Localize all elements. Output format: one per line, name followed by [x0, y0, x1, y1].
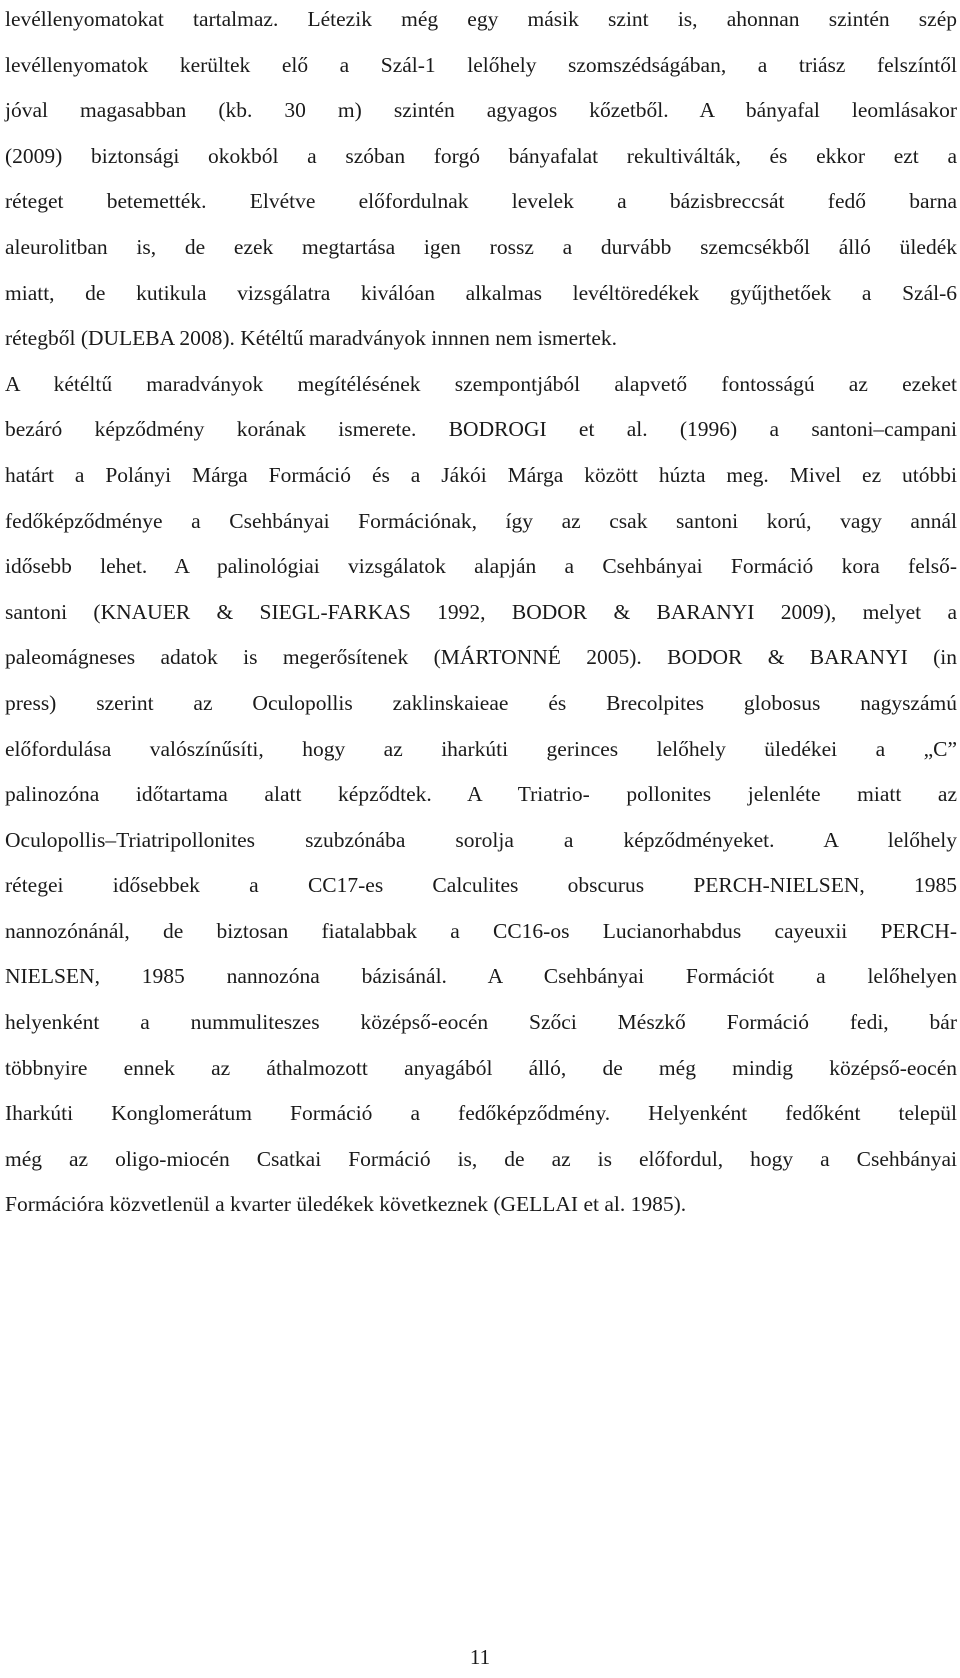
text-line: press) szerint az Oculopollis zaklinskaieae és Brecolpites globosus nagyszámú: [5, 690, 957, 715]
text-line: nannozónánál, de biztosan fiatalabbak a CC16-os Lucianorhabdus cayeuxii PERCH-: [5, 918, 957, 943]
text-line: bezáró képződmény korának ismerete. BODROGI et al. (1996) a santoni–campani: [5, 417, 957, 442]
page-number: 11: [469, 1645, 491, 1669]
text-line: miatt, de kutikula vizsgálatra kiválóan alkalmas levéltöredékek gyűjthetőek a Szál-6: [5, 280, 957, 305]
text-line: NIELSEN, 1985 nannozóna bázisánál. A Csehbányai Formációt a lelőhelyen: [5, 964, 957, 989]
text-line: (2009) biztonsági okokból a szóban forgó bányafalat rekultiválták, és ekkor ezt a: [5, 143, 957, 168]
text-line: jóval magasabban (kb. 30 m) szintén agyagos kőzetből. A bányafal leomlásakor: [5, 98, 957, 123]
body-text: [5, 0, 957, 1228]
text-line: fedőképződménye a Csehbányai Formációnak, így az csak santoni korú, vagy annál: [5, 508, 957, 533]
text-line: A kétéltű maradványok megítélésének szempontjából alapvető fontosságú az ezeket: [5, 371, 957, 396]
text-line: Iharkúti Konglomerátum Formáció a fedőképződmény. Helyenként fedőként települ: [5, 1101, 957, 1126]
text-line: levéllenyomatokat tartalmaz. Létezik még egy másik szint is, ahonnan szintén szép: [5, 7, 957, 31]
text-line: paleomágneses adatok is megerősítenek (MÁRTONNÉ 2005). BODOR & BARANYI (in: [5, 645, 957, 670]
text-line: rétegből (DULEBA 2008). Kétéltű maradványok innnen nem ismertek.: [5, 326, 617, 351]
text-line: határt a Polányi Márga Formáció és a Jákói Márga között húzta meg. Mivel ez utóbbi: [5, 462, 957, 487]
text-line: Oculopollis–Triatripollonites szubzónába sorolja a képződményeket. A lelőhely: [5, 827, 957, 852]
text-line: levéllenyomatok kerültek elő a Szál-1 lelőhely szomszédságában, a triász felszíntől: [5, 52, 957, 77]
text-line: Formációra közvetlenül a kvarter üledékek következnek (GELLAI et al. 1985).: [5, 1192, 687, 1217]
text-line: palinozóna időtartama alatt képződtek. A Triatrio- pollonites jelenléte miatt az: [5, 782, 957, 807]
text-line: réteget betemették. Elvétve előfordulnak levelek a bázisbreccsát fedő barna: [5, 189, 957, 214]
text-line: aleurolitban is, de ezek megtartása igen rossz a durvább szemcsékből álló üledék: [5, 234, 957, 259]
text-line: még az oligo-miocén Csatkai Formáció is, de az is előfordul, hogy a Csehbányai: [5, 1146, 957, 1171]
text-line: előfordulása valószínűsíti, hogy az iharkúti gerinces lelőhely üledékei a „C”: [5, 736, 957, 761]
text-line: többnyire ennek az áthalmozott anyagából álló, de még mindig középső-eocén: [5, 1055, 957, 1080]
text-line: rétegei idősebbek a CC17-es Calculites obscurus PERCH-NIELSEN, 1985: [5, 873, 957, 898]
text-line: helyenként a nummuliteszes középső-eocén Szőci Mészkő Formáció fedi, bár: [5, 1010, 957, 1035]
text-line: idősebb lehet. A palinológiai vizsgálatok alapján a Csehbányai Formáció kora felső-: [5, 554, 957, 579]
text-line: santoni (KNAUER & SIEGL-FARKAS 1992, BODOR & BARANYI 2009), melyet a: [5, 599, 957, 624]
